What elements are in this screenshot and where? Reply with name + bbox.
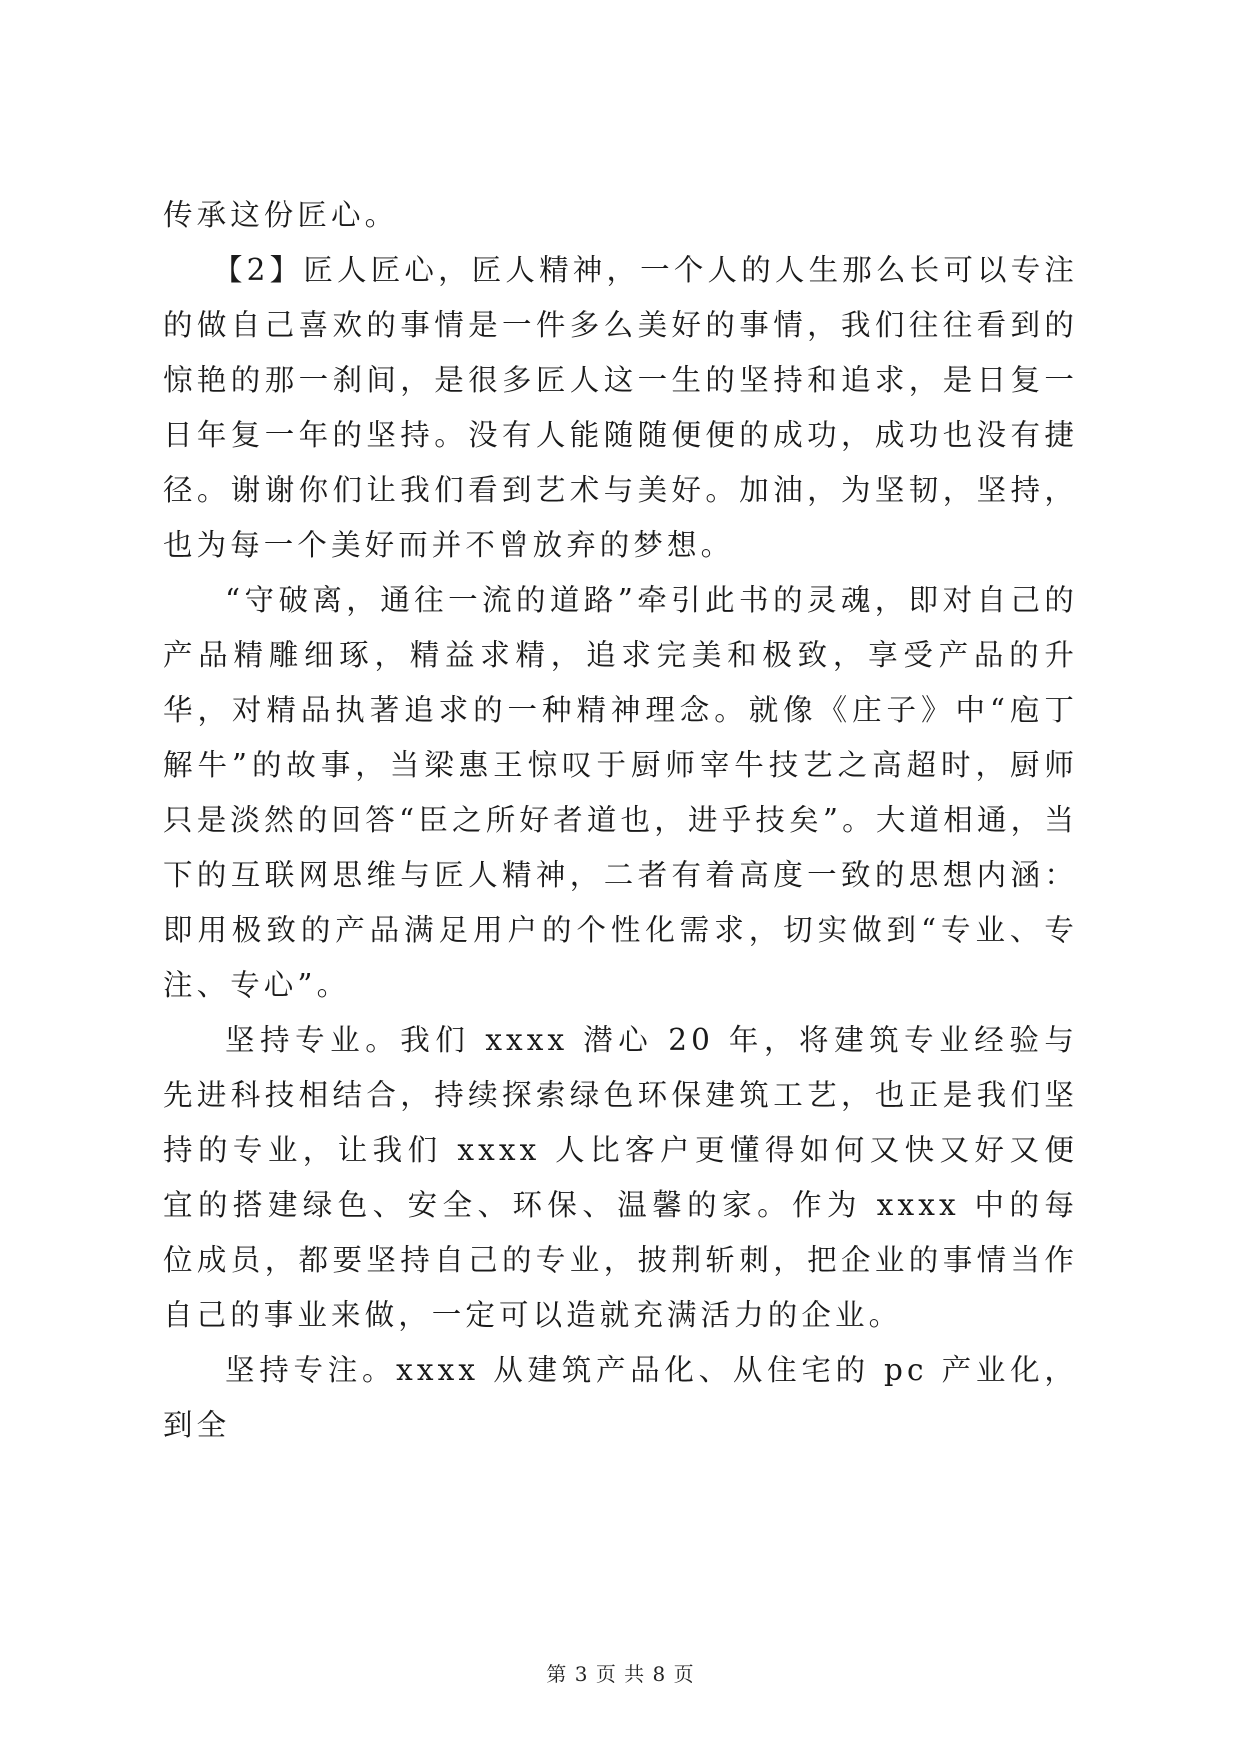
paragraph-continuation: 传承这份匠心。 — [163, 198, 399, 232]
page-number-footer: 第 3 页 共 8 页 — [546, 1662, 695, 1686]
paragraph-shoupoli: “守破离，通往一流的道路”牵引此书的灵魂，即对自己的产品精雕细琢，精益求精，追求完美和极致，享受产品的升华，对精品执著追求的一种精神理念。就像《庄子》中“庖丁解牛”的故事，当梁惠王惊叹于厨师宰牛技艺之高超时，厨师只是淡然的回答“臣之所好者道也，进乎技矣”。大道相通，当下的互联网思维与匠人精神，二者有着高度一致的思想内涵：即用极致的产品满足用户的个性化需求，切实做到“专业、专注、专心”。 — [163, 583, 1078, 1002]
paragraph-item-2: 【2】匠人匠心，匠人精神，一个人的人生那么长可以专注的做自己喜欢的事情是一件多么美好的事情，我们往往看到的惊艳的那一刹间，是很多匠人这一生的坚持和追求，是日复一日年复一年的坚持。没有人能随随便便的成功，成功也没有捷径。谢谢你们让我们看到艺术与美好。加油，为坚韧，坚持，也为每一个美好而并不曾放弃的梦想。 — [163, 253, 1078, 562]
paragraph-professional: 坚持专业。我们 xxxx 潜心 20 年，将建筑专业经验与先进科技相结合，持续探索绿色环保建筑工艺，也正是我们坚持的专业，让我们 xxxx 人比客户更懂得如何又快又好又便宜的搭建绿色、安全、环保、温馨的家。作为 xxxx 中的每位成员，都要坚持自己的专业，披荆斩刺，把企业的事情当作自己的事业来做，一定可以造就充满活力的企业。 — [163, 1023, 1078, 1332]
paragraph-focus: 坚持专注。xxxx 从建筑产品化、从住宅的 pc 产业化，到全 — [163, 1353, 1078, 1442]
document-body — [163, 188, 1078, 1453]
